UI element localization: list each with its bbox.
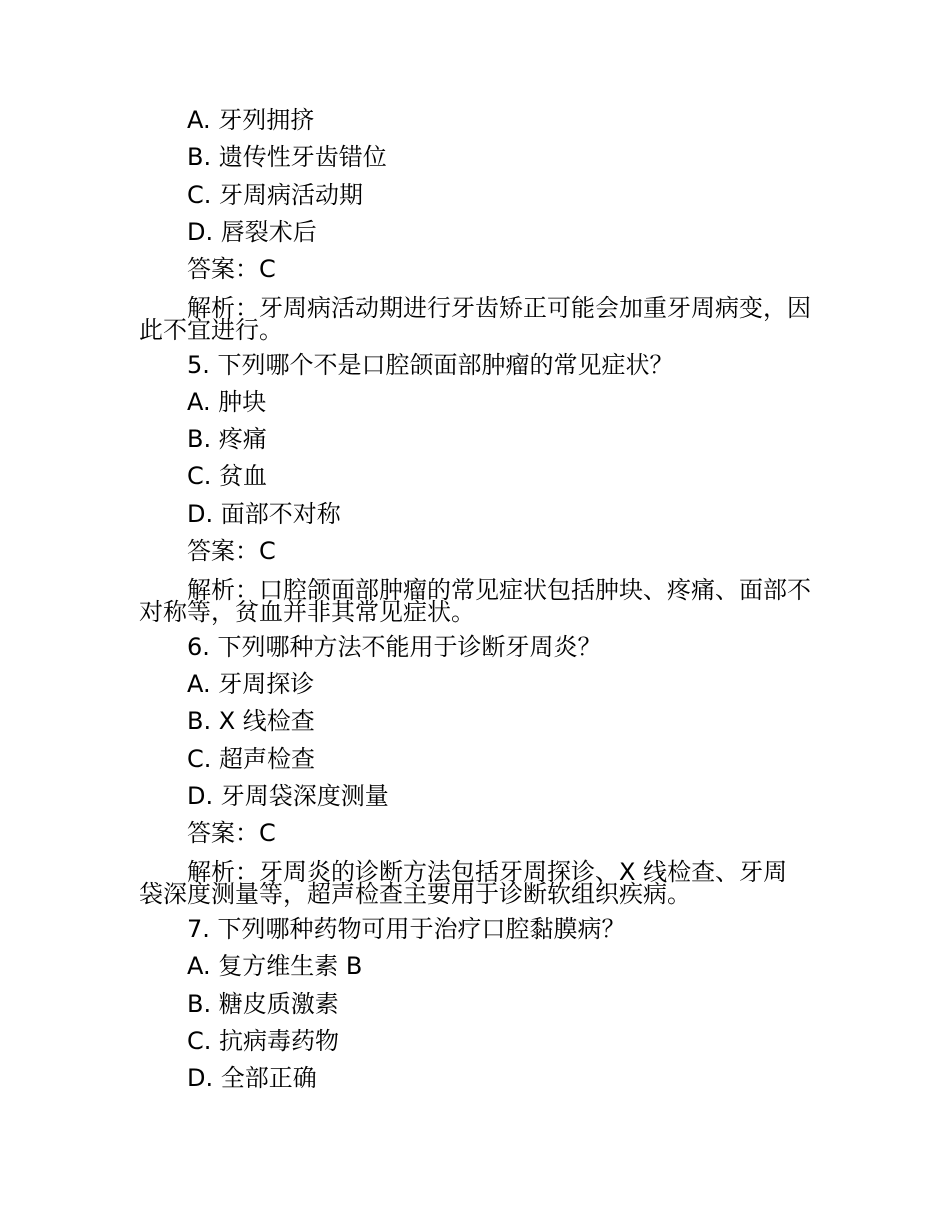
q4-option-a: A. 牙列拥挤 [187, 106, 315, 134]
q4-option-d: D. 唇裂术后 [187, 218, 317, 246]
q5-question: 5. 下列哪个不是口腔颌面部肿瘤的常见症状？ [187, 351, 674, 379]
q5-option-c: C. 贫血 [187, 462, 268, 490]
q7-question: 7. 下列哪种药物可用于治疗口腔黏膜病？ [187, 915, 626, 943]
q5-option-a: A. 肿块 [187, 388, 267, 416]
q5-analysis: 解析：口腔颌面部肿瘤的常见症状包括肿块、疼痛、面部不对称等，贫血并非其常见症状。 [139, 576, 811, 626]
q5-answer: 答案：C [187, 537, 276, 565]
q7-option-d: D. 全部正确 [187, 1064, 317, 1092]
q4-answer: 答案：C [187, 255, 276, 283]
q7-option-a: A. 复方维生素 B [187, 952, 363, 980]
q6-question: 6. 下列哪种方法不能用于诊断牙周炎？ [187, 633, 602, 661]
q6-option-d: D. 牙周袋深度测量 [187, 782, 389, 810]
q4-analysis: 解析：牙周病活动期进行牙齿矫正可能会加重牙周病变，因此不宜进行。 [139, 294, 811, 344]
q5-option-d: D. 面部不对称 [187, 500, 341, 528]
q6-answer: 答案：C [187, 819, 276, 847]
q4-option-b: B. 遗传性牙齿错位 [187, 143, 387, 171]
q7-option-c: C. 抗病毒药物 [187, 1027, 340, 1055]
q7-option-b: B. 糖皮质激素 [187, 990, 339, 1018]
q6-analysis: 解析：牙周炎的诊断方法包括牙周探诊、X 线检查、牙周袋深度测量等，超声检查主要用于诊断软组织疾病。 [139, 858, 788, 908]
q6-option-b: B. X 线检查 [187, 707, 315, 735]
q6-option-a: A. 牙周探诊 [187, 670, 315, 698]
q6-option-c: C. 超声检查 [187, 745, 316, 773]
q4-option-c: C. 牙周病活动期 [187, 181, 364, 209]
q5-option-b: B. 疼痛 [187, 425, 267, 453]
